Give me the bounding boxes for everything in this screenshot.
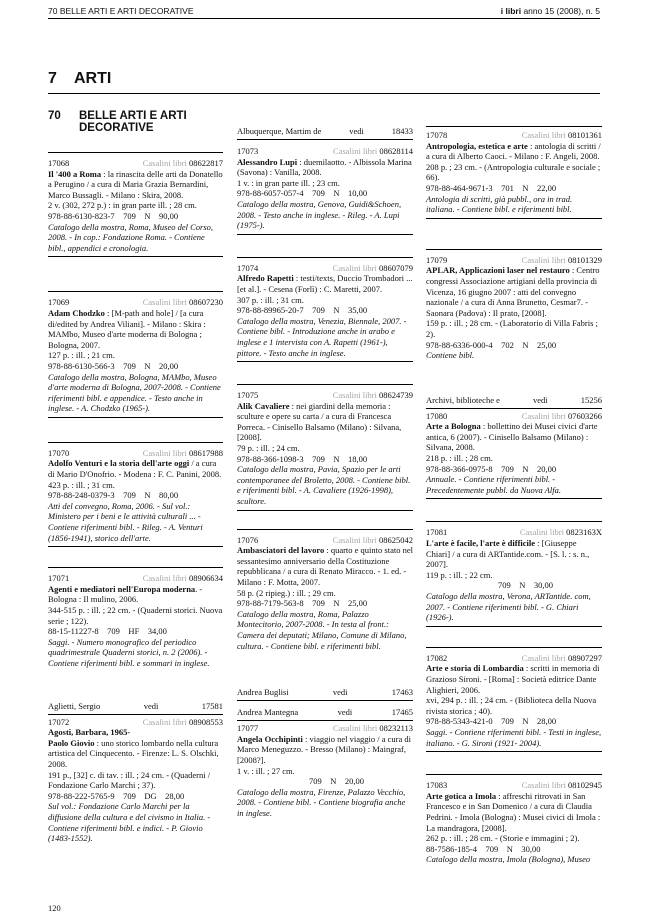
entry-id: 17078 <box>426 130 448 140</box>
entry-title: Arte a Bologna <box>426 421 481 432</box>
entry-code: 08906634 <box>189 573 223 584</box>
entry-imprint: : affreschi ritrovati in San Francesco e in San Domenico / a cura di Claudia Pedrini. - Imola (Bologna) : Musei civici di Imola : La mandragora, [2008]. <box>426 790 601 833</box>
entry-isbn: 88-15-11227-8 709 HF 34,00 <box>48 626 167 637</box>
entry-isbn: 88-7586-185-4 709 N 30,00 <box>426 843 541 854</box>
journal-name: i libri <box>500 6 522 16</box>
entry-imprint: : [M-path and hole] / [a cura di/edited by Andrea Viliani]. - Milano : Skira : MAMbo, Museo d'arte moderna di Bologna ; Bologna, 2007. <box>48 307 206 350</box>
entry-note: Sul vol.: Fondazione Carlo Marchi per la diffusione della cultura e del civismo in Italia. - Contiene riferimenti bibl. e indici. - P. Giovio (1483-1552). <box>48 801 211 844</box>
entry-isbn: 978-88-464-9671-3 701 N 22,00 <box>426 182 557 193</box>
cross-reference <box>48 701 223 715</box>
entry-note: Catalogo della mostra, Bologna, MAMbo, Museo d'arte moderna di Bologna, 2007-2008. - Contiene riferimenti bibl. e appendice. - Testo anche in inglese. - A. Chodzko (1965-). <box>48 371 221 414</box>
entry-description: 119 p. : ill. ; 22 cm. <box>426 569 493 580</box>
entry-17072 <box>48 715 223 844</box>
entry-description: 58 p. (2 ripieg.) : ill. ; 29 cm. <box>237 587 336 598</box>
entry-note: Saggi. - Numero monografico del periodico quadrimestrale Quaderni storici, n. 2 (2006). - Contiene riferimenti bibl. e sommari in inglese. <box>48 636 210 668</box>
entry-code: 08908553 <box>189 716 223 727</box>
entry-note: Catalogo della mostra, Verona, ARTantide. com, 2007. - Contiene riferimenti bibl. - G. Chiari (1926-). <box>426 591 591 623</box>
entry-code: 08102945 <box>568 780 602 791</box>
column-2 <box>237 126 413 819</box>
entry-code: 08907297 <box>568 652 602 663</box>
publisher: Casalini libri <box>142 158 187 168</box>
entry-description: 423 p. : ill. ; 31 cm. <box>48 479 115 490</box>
entry-imprint: : scritti in memoria di Grazioso Sironi. - [Roma] : Società editrice Dante Alighieri, 2006. <box>426 663 600 695</box>
entry-title: Agenti e mediatori nell'Europa moderna <box>48 583 196 594</box>
entry-id: 17082 <box>426 652 448 663</box>
entry-description: 344-515 p. : ill. ; 22 cm. - (Quaderni storici. Nuova serie ; 122). <box>48 605 223 626</box>
entry-imprint: : uno storico lombardo nella cultura artistica del Cinquecento. - Firenze: L. S. Olschki, 2008. <box>48 737 219 769</box>
entry-17074 <box>237 257 413 362</box>
entry-17083 <box>426 774 602 865</box>
entry-code: 08628114 <box>379 146 413 156</box>
entry-id: 17077 <box>237 723 259 734</box>
entry-id: 17074 <box>237 262 259 273</box>
entry-title: Alessandro Lupi <box>237 156 298 167</box>
publisher: Casalini libri <box>333 146 378 156</box>
publisher: Casalini libri <box>521 780 566 791</box>
entry-title: Arte e storia di Lombardia <box>426 663 524 674</box>
cross-reference <box>237 707 413 721</box>
entry-id: 17083 <box>426 780 448 791</box>
entry-id: 17069 <box>48 297 70 308</box>
entry-17082 <box>426 647 602 752</box>
running-header-section: 70 BELLE ARTI E ARTI DECORATIVE <box>48 6 194 16</box>
publisher: Casalini libri <box>521 410 566 421</box>
column-1 <box>48 152 223 844</box>
entry-code: 08625042 <box>379 534 413 545</box>
xref-name: Albuquerque, Martim de <box>237 126 322 136</box>
entry-author: Agosti, Barbara, 1965- <box>48 727 131 738</box>
cross-reference <box>237 687 413 701</box>
publisher: Casalini libri <box>332 534 377 545</box>
entry-code: 08624739 <box>379 390 413 401</box>
entry-isbn: 709 N 20,00 <box>309 776 365 787</box>
publisher: Casalini libri <box>332 262 377 273</box>
entry-description: 127 p. : ill. ; 21 cm. <box>48 350 115 361</box>
journal-issue: anno 15 (2008), n. 5 <box>521 6 600 16</box>
entry-title: Alfredo Rapetti <box>237 273 294 284</box>
entry-17081 <box>426 521 602 626</box>
entry-note: Catalogo della mostra, Pavia, Spazio per le arti contemporanee del Broletto, 2008. - Contiene bibl. e riferimenti bibl. - A. Cavaliere (1926-1998), scultore. <box>237 464 411 507</box>
entry-isbn: 978-88-5343-421-0 709 N 28,00 <box>426 716 557 727</box>
entry-description: 262 p. : ill. ; 28 cm. - (Storie e immagini ; 2). <box>426 833 580 844</box>
entry-17078 <box>426 126 602 219</box>
xref-number: 18433 <box>391 126 413 136</box>
entry-code: 08232113 <box>379 723 413 734</box>
entry-17080 <box>426 409 602 500</box>
entry-17071 <box>48 567 223 668</box>
entry-isbn: 978-88-7179-563-8 709 N 25,00 <box>237 598 368 609</box>
entry-isbn: 978-88-6130-823-7 709 N 90,00 <box>48 210 179 221</box>
entry-17079 <box>426 249 602 361</box>
entry-title: Alik Cavaliere <box>237 400 290 411</box>
xref-number: 17581 <box>201 700 223 711</box>
entry-description: xvi, 294 p. : ill. ; 24 cm. - (Biblioteca della Nuova rivista storica ; 40). <box>426 695 597 716</box>
entry-description: 191 p., [32] c. di tav. : ill. ; 24 cm. - (Quaderni / Fondazione Carlo Marchi ; 37). <box>48 769 211 791</box>
entry-isbn: 978-88-6130-566-3 709 N 20,00 <box>48 360 179 371</box>
entry-imprint: : bollettino dei Musei civici d'arte antica, 6 (2007). - Cinisello Balsamo (Milano) : Silvana, 2008. <box>426 421 598 453</box>
entry-title: Antropologia, estetica e arte <box>426 140 528 151</box>
publisher: Casalini libri <box>142 716 187 727</box>
header-rule <box>48 18 600 19</box>
publisher: Casalini libri <box>332 390 377 401</box>
chapter-rule <box>48 93 600 94</box>
section-title: BELLE ARTI E ARTI DECORATIVE <box>79 110 187 134</box>
entry-isbn: 978-88-6336-000-4 702 N 25,00 <box>426 339 557 350</box>
entry-isbn: 978-88-222-5765-9 709 DG 28,00 <box>48 790 185 801</box>
publisher: Casalini libri <box>521 652 566 663</box>
chapter-title: ARTI <box>74 70 112 87</box>
xref-vedi: vedi <box>533 394 548 405</box>
entry-imprint: : Centro congressi Associazione artigiani della provincia di Vicenza, 16 giugno 2007 : atti del convegno nazionale / a cura di Anna Brunetto, Cesmar7. - Saonara (Padova) : Il prato, [2008]. <box>426 265 600 318</box>
section-heading <box>48 110 229 134</box>
xref-name: Archivi, biblioteche e <box>426 394 500 405</box>
entry-description: 2 v. (302, 272 p.) : in gran parte ill. ; 28 cm. <box>48 200 197 211</box>
entry-imprint: / a cura di Mario D'Onofrio. - Modena : F. C. Panini, 2008. <box>48 458 222 480</box>
entry-note: Saggi. - Contiene riferimenti bibl. - Testi in inglese, italiano. - G. Sironi (1921- 2004). <box>426 726 602 748</box>
entry-id: 17076 <box>237 534 259 545</box>
xref-vedi: vedi <box>337 707 353 718</box>
entry-title: Ambasciatori del lavoro <box>237 545 325 556</box>
entry-imprint: : duemilaotto. - Albissola Marina (Savona) : Vanilla, 2008. <box>237 156 412 178</box>
entry-note: Catalogo della mostra, Roma, Palazzo Montecitorio, 2007-2008. - In testa al front.: Camera dei deputati; Milano, Comune di Milano, cultura. - Contiene bibl. e riferimenti bibl. <box>237 608 407 651</box>
entry-note: Annuale. - Contiene riferimenti bibl. - Precedentemente pubbl. da Nuova Alfa. <box>426 474 562 495</box>
entry-id: 17081 <box>426 527 448 538</box>
entry-description: 208 p. ; 23 cm. - (Antropologia culturale e sociale ; 66). <box>426 161 601 183</box>
entry-imprint: . - Bologna : Il mulino, 2006. <box>48 583 203 605</box>
entry-17077 <box>237 721 413 818</box>
entry-isbn: 978-88-366-1098-3 709 N 18,00 <box>237 453 368 464</box>
chapter-heading <box>48 70 111 88</box>
entry-description: 1 v. : ill. ; 27 cm. <box>237 765 295 776</box>
publisher: Casalini libri <box>521 130 566 140</box>
chapter-number: 7 <box>48 70 57 87</box>
entry-17069 <box>48 291 223 418</box>
column-3 <box>426 126 602 865</box>
page-number: 120 <box>48 903 61 913</box>
entry-17068 <box>48 152 223 257</box>
publisher: Casalini libri <box>521 254 566 265</box>
entry-note: Atti del convegno, Roma, 2006. - Sul vol.: Ministero per i beni e le attività culturali ... - Contiene riferimenti bibl. - Rileg. - A. Venturi (1856-1941), storico dell'arte. <box>48 500 203 543</box>
entry-isbn: 978-88-6057-057-4 709 N 10,00 <box>237 188 368 199</box>
xref-name: Andrea Buglisi <box>237 687 289 698</box>
cross-reference <box>237 126 413 140</box>
entry-title: L'arte è facile, l'arte è difficile <box>426 538 536 549</box>
entry-code: 08607230 <box>189 297 223 308</box>
entry-title: Angela Occhipinti <box>237 733 303 744</box>
entry-isbn: 978-88-248-0379-3 709 N 80,00 <box>48 490 179 501</box>
xref-number: 17465 <box>391 707 413 718</box>
entry-description: 218 p. : ill. ; 28 cm. <box>426 453 493 464</box>
cross-reference <box>426 395 602 409</box>
entry-imprint: : nei giardini della memoria : sculture e opere su carta / a cura di Francesca Porreca. - Cinisello Balsamo (Milano) : Silvana, [2008]. <box>237 400 402 443</box>
entry-imprint: : testi/texts, Duccio Trombadori ... [et al.]. - Cesena (Forlì) : C. Maretti, 2007. <box>237 273 413 294</box>
running-header-issue <box>501 6 600 16</box>
entry-id: 17071 <box>48 573 70 584</box>
entry-note: Contiene bibl. <box>426 350 475 361</box>
entry-description: 159 p. : ill. ; 28 cm. - (Laboratorio di Villa Fabris ; 2). <box>426 318 598 339</box>
entry-code: 0823163X <box>566 527 602 538</box>
entry-title: Arte gotica a Imola <box>426 790 497 801</box>
entry-code: 08101361 <box>568 130 602 140</box>
entry-id: 17072 <box>48 716 70 727</box>
entry-17076 <box>237 529 413 652</box>
entry-code: 08617988 <box>189 447 223 458</box>
xref-name: Aglietti, Sergio <box>48 700 101 711</box>
entry-code: 07603266 <box>568 410 602 421</box>
entry-note: Catalogo della mostra, Firenze, Palazzo Vecchio, 2008. - Contiene bibl. - Contiene biografia anche in inglese. <box>237 786 406 818</box>
entry-description: 307 p. : ill. ; 31 cm. <box>237 294 304 305</box>
entry-id: 17075 <box>237 390 259 401</box>
entry-title: Adam Chodzko <box>48 307 105 318</box>
entry-isbn: 709 N 30,00 <box>498 580 554 591</box>
entry-title: Il '400 a Roma <box>48 168 102 179</box>
entry-note: Catalogo della mostra, Venezia, Biennale, 2007. - Contiene bibl. - Introduzione anche in arabo e inglese e 1 intervista con A. Rapetti (1961-), pittore. - Testo anche in inglese. <box>237 315 407 358</box>
entry-note: Catalogo della mostra, Genova, Guidi&Schoen, 2008. - Testo anche in inglese. - Rileg. - A. Lupi (1975-). <box>237 198 402 231</box>
entry-title: Paolo Giovio <box>48 737 95 748</box>
entry-17073 <box>237 144 413 235</box>
entry-title: APLAR, Applicazioni laser nel restauro <box>426 265 570 276</box>
xref-vedi: vedi <box>332 687 348 698</box>
entry-description: 1 v. : in gran parte ill. ; 23 cm. <box>237 177 340 188</box>
entry-id: 17073 <box>237 146 259 156</box>
xref-number: 15256 <box>580 394 602 405</box>
entry-code: 08622817 <box>189 158 223 168</box>
entry-id: 17068 <box>48 158 70 168</box>
entry-17070 <box>48 442 223 547</box>
entry-description: 79 p. : ill. ; 24 cm. <box>237 443 300 454</box>
publisher: Casalini libri <box>142 573 187 584</box>
entry-code: 08607079 <box>379 262 413 273</box>
publisher: Casalini libri <box>333 723 378 734</box>
entry-imprint: : quarto e quinto stato nel sessantesimo anniversario della Costituzione repubblicana / a cura di Renato Miracco. - 1. ed. - Milano : F. Motta, 2007. <box>237 545 413 587</box>
entry-id: 17070 <box>48 447 70 458</box>
entry-id: 17079 <box>426 254 448 265</box>
xref-name: Andrea Mantegna <box>237 707 299 718</box>
entry-note: Catalogo della mostra, Imola (Bologna), Museo <box>426 854 591 865</box>
entry-note: Antologia di scritti, già pubbl., ora in trad. italiana. - Contiene bibl. e riferimenti bibl. <box>426 193 573 215</box>
entry-title: Adolfo Venturi e la storia dell'arte oggi <box>48 458 190 469</box>
xref-vedi: vedi <box>349 126 364 136</box>
entry-note: Catalogo della mostra, Roma, Museo del Corso, 2008. - In cop.: Fondazione Roma. - Contiene bibl., appendici e cronologia. <box>48 221 214 253</box>
running-header <box>48 4 600 18</box>
publisher: Casalini libri <box>142 297 187 308</box>
entry-imprint: : viaggio nel viaggio / a cura di Marco Meneguzzo. - Bresso (Milano) : Maingraf, [2008?]. <box>237 733 411 765</box>
section-number: 70 <box>48 110 61 122</box>
xref-number: 17463 <box>391 687 413 698</box>
entry-imprint: : antologia di scritti / a cura di Alberto Caoci. - Milano : F. Angeli, 2008. <box>426 140 601 162</box>
publisher: Casalini libri <box>519 527 564 538</box>
entry-isbn: 978-88-89965-20-7 709 N 35,00 <box>237 305 368 316</box>
entry-code: 08101329 <box>568 254 602 265</box>
entry-17075 <box>237 384 413 511</box>
xref-vedi: vedi <box>143 700 159 711</box>
publisher: Casalini libri <box>142 447 187 458</box>
entry-imprint: : [Giuseppe Chiari] / a cura di ARTantide.com. - [S. l. : s. n., 2007]. <box>426 538 590 570</box>
entry-id: 17080 <box>426 410 448 421</box>
entry-imprint: : la rinascita delle arti da Donatello a Perugino / a cura di Maria Grazia Bernardini, Marco Bussagli. - Milano : Skira, 2008. <box>48 168 223 200</box>
entry-isbn: 978-88-366-0975-8 709 N 20,00 <box>426 463 557 474</box>
